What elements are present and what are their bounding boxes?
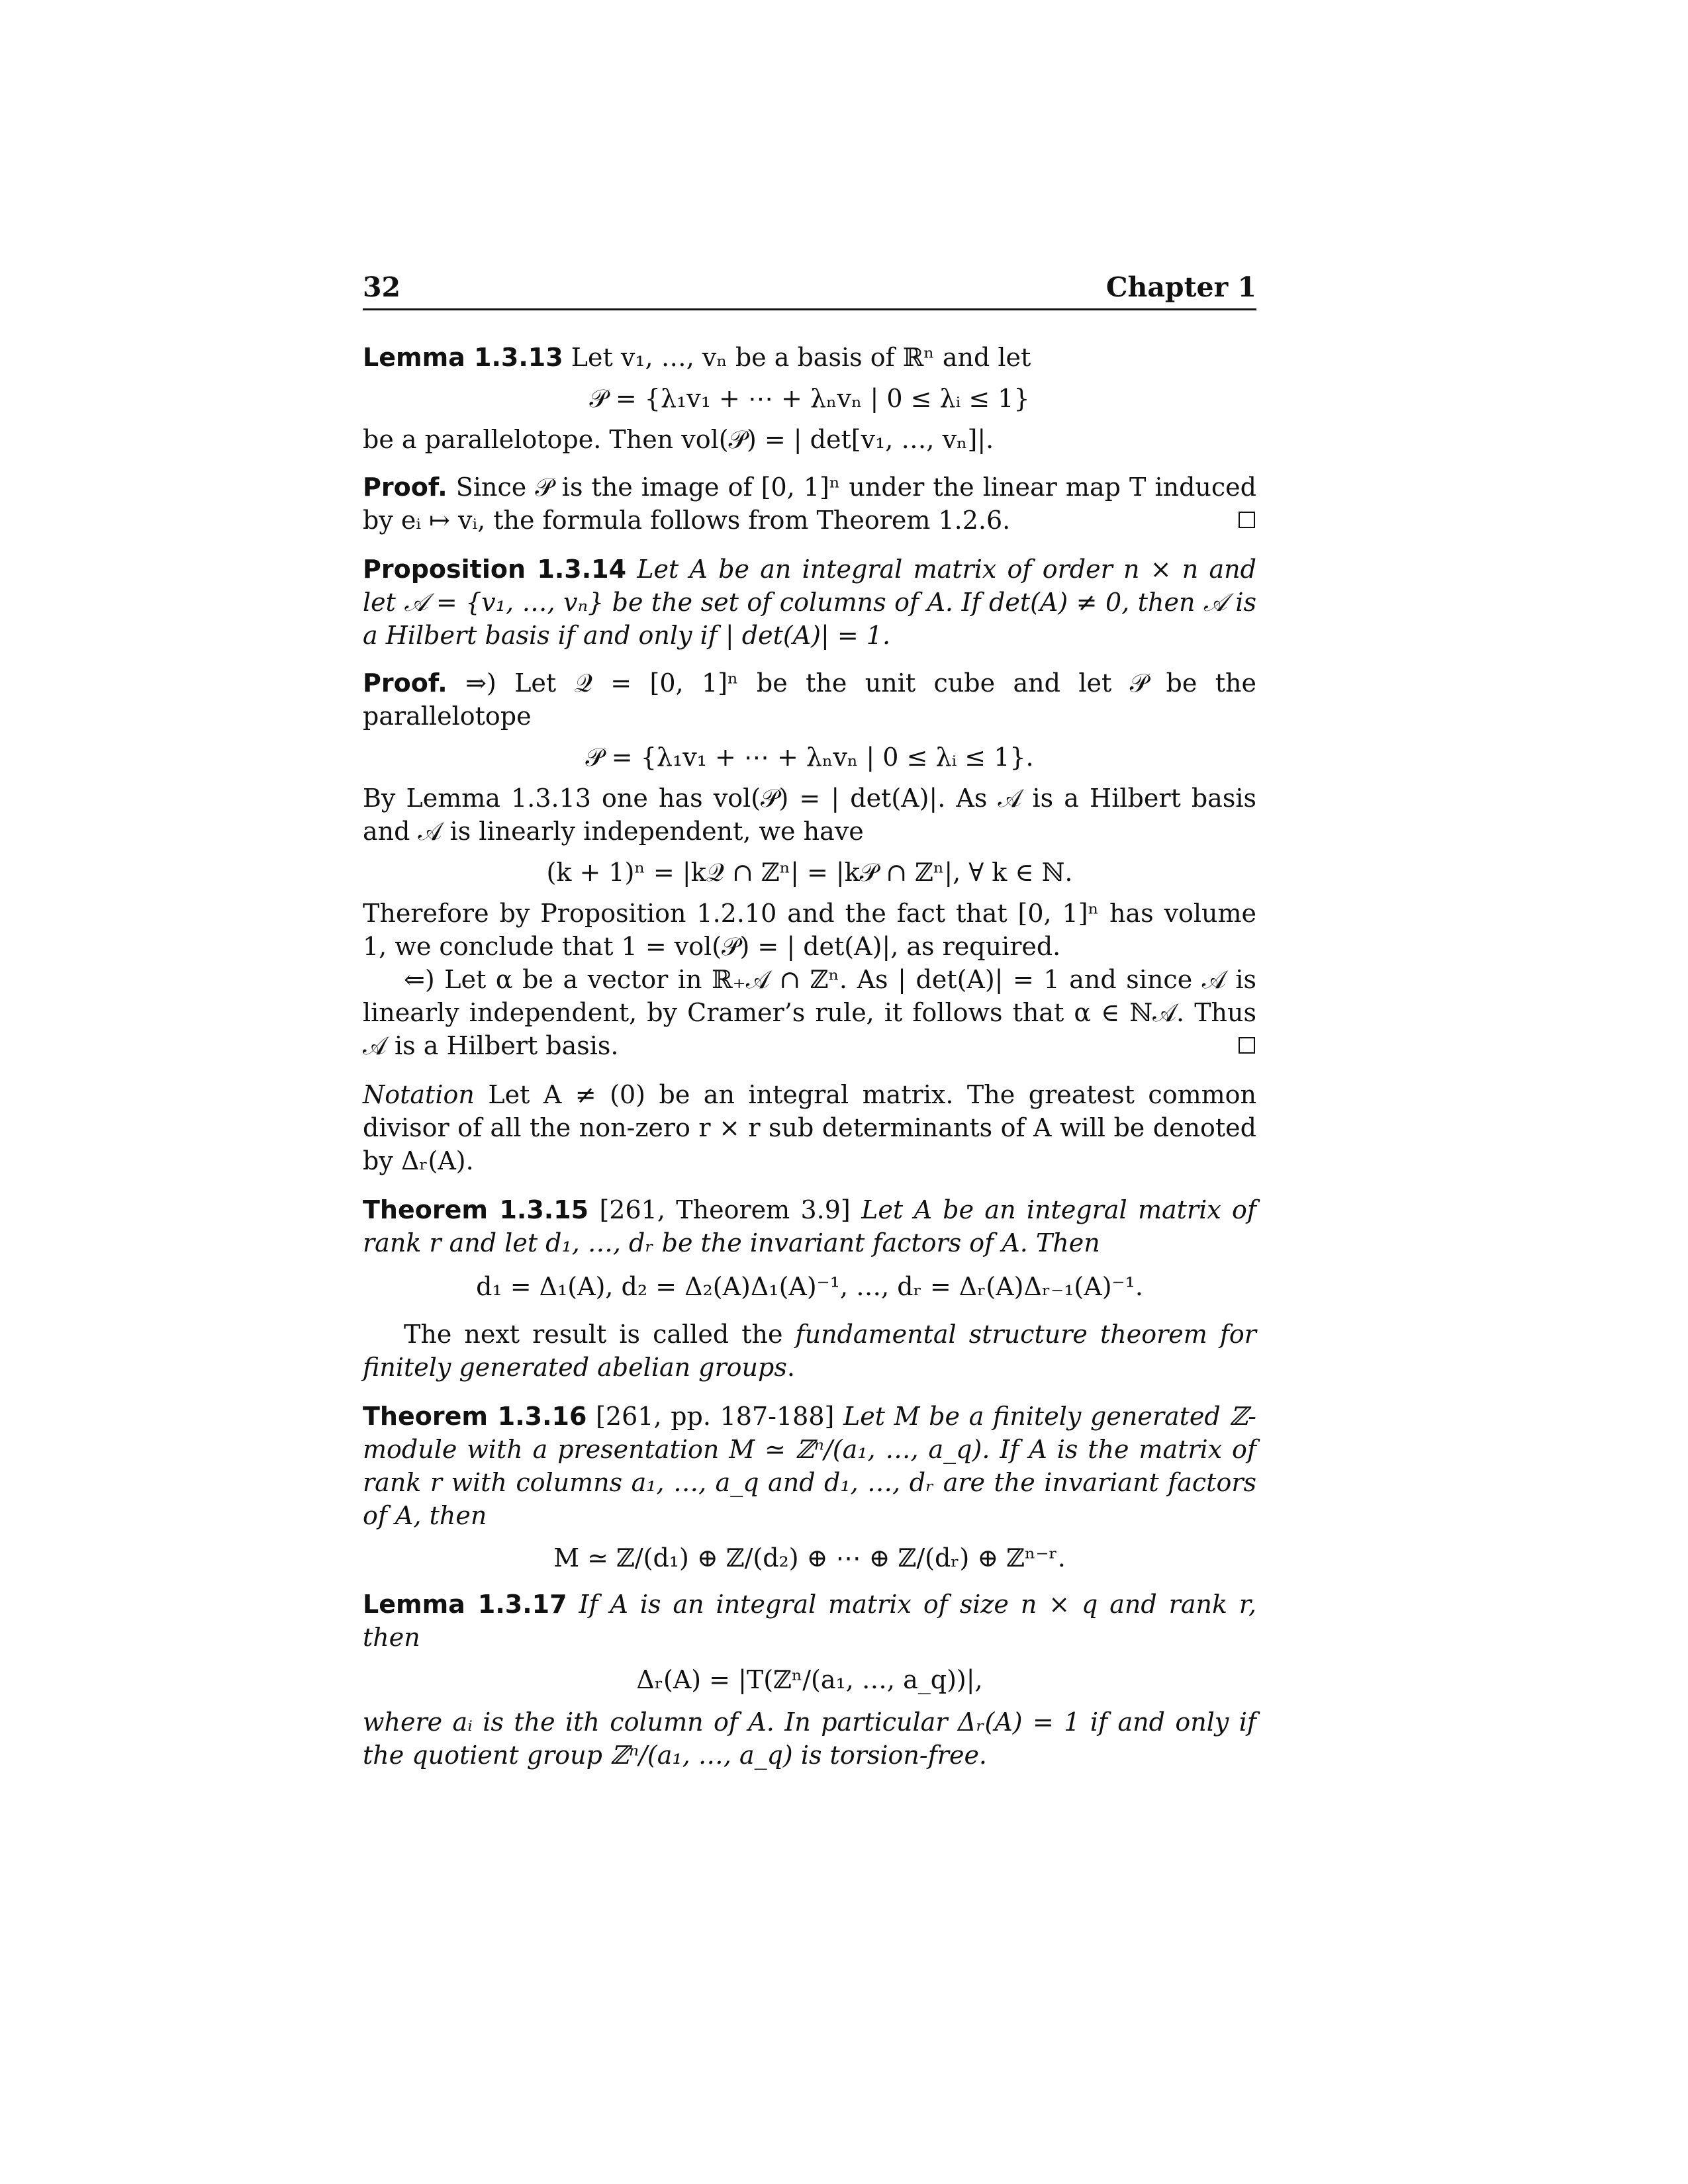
lattice-count-formula: (k + 1)ⁿ = |k𝒬 ∩ ℤⁿ| = |k𝒫 ∩ ℤⁿ|, ∀ k ∈ ℕ. [546,858,1073,887]
invariant-factors-formula: d₁ = Δ₁(A), d₂ = Δ₂(A)Δ₁(A)⁻¹, …, dᵣ = Δᵣ(A)Δᵣ₋₁(A)⁻¹. [476,1272,1143,1301]
lemma-label: Lemma 1.3.17 [363,1590,567,1619]
lemma-statement: Let v₁, …, vₙ be a basis of ℝⁿ and let [571,343,1031,372]
notation-text: Let A ≠ (0) be an integral matrix. The greatest common divisor of all the non-zero r × r sub determinants of A will be denoted by Δᵣ(A). [363,1080,1256,1175]
next-result-paragraph [363,1318,1256,1384]
notation [363,1078,1256,1177]
chapter-title: Chapter 1 [1105,271,1256,303]
page-header [363,271,1256,310]
proof-text-3: Therefore by Proposition 1.2.10 and the fact that [0, 1]ⁿ has volume 1, we conclude that 1 = vol(𝒫) = | det(A)|, as required. [363,899,1256,961]
qed-icon [1239,1037,1255,1054]
page [363,271,1256,1772]
theorem-citation: [261, Theorem 3.9] [599,1195,851,1224]
theorem-statement: Let A be an integral matrix of rank r and let d₁, …, dᵣ be the invariant factors of A. Then [363,1195,1256,1257]
lemma-label: Lemma 1.3.13 [363,343,563,372]
lemma-1-3-13 [363,341,1256,374]
torsion-formula: Δᵣ(A) = |T(ℤⁿ/(a₁, …, a_q))|, [636,1665,983,1694]
proof-text-2: By Lemma 1.3.13 one has vol(𝒫) = | det(A)|. As 𝒜 is a Hilbert basis and 𝒜 is linearly independent, we have [363,784,1256,846]
lemma-statement: If A is an integral matrix of size n × q and rank r, then [363,1590,1256,1652]
proposition-label: Proposition 1.3.14 [363,555,627,584]
page-number: 32 [363,271,401,303]
proposition-1-3-14 [363,553,1256,652]
proof-line: ⇒) Let 𝒬 = [0, 1]ⁿ be the unit cube and let 𝒫 be the parallelotope [363,668,1256,731]
lemma-continuation: where aᵢ is the ith column of A. In particular Δᵣ(A) = 1 if and only if the quotient group ℤⁿ/(a₁, …, a_q) is torsion-free. [363,1707,1256,1770]
structure-theorem-formula: M ≃ ℤ/(d₁) ⊕ ℤ/(d₂) ⊕ ⋯ ⊕ ℤ/(dᵣ) ⊕ ℤⁿ⁻ʳ. [553,1543,1066,1572]
parallelotope-formula-2: 𝒫 = {λ₁v₁ + ⋯ + λₙvₙ | 0 ≤ λᵢ ≤ 1}. [585,743,1034,772]
proof-1 [363,471,1256,537]
proof-text: Since 𝒫 is the image of [0, 1]ⁿ under the linear map T induced by eᵢ ↦ vᵢ, the formula follows from Theorem 1.2.6. [363,473,1256,535]
theorem-label: Theorem 1.3.16 [363,1402,587,1431]
proof-label: Proof. [363,473,447,502]
proposition-statement: Let A be an integral matrix of order n × n and let 𝒜 = {v₁, …, vₙ} be the set of columns of A. If det(A) ≠ 0, then 𝒜 is a Hilbert basis if and only if | det(A)| = 1. [363,555,1256,650]
lemma-continuation: be a parallelotope. Then vol(𝒫) = | det[v₁, …, vₙ]|. [363,425,994,454]
next-result-emphasis: fundamental structure theorem for finitely generated abelian groups [363,1320,1256,1382]
theorem-citation: [261, pp. 187-188] [596,1402,835,1431]
notation-label: Notation [363,1080,475,1109]
proof-converse: ⇐) Let α be a vector in ℝ₊𝒜 ∩ ℤⁿ. As | det(A)| = 1 and since 𝒜 is linearly independent, by Cramer’s rule, it follows that α ∈ ℕ𝒜. Thus 𝒜 is a Hilbert basis. [363,965,1256,1060]
next-result-text: The next result is called the [404,1320,783,1349]
lemma-1-3-17 [363,1588,1256,1654]
theorem-1-3-16 [363,1400,1256,1532]
theorem-label: Theorem 1.3.15 [363,1195,589,1224]
proof-text-4 [363,963,1256,1062]
next-result-end: . [786,1353,795,1382]
theorem-1-3-15 [363,1193,1256,1259]
proof-2 [363,666,1256,733]
qed-icon [1239,512,1255,528]
parallelotope-formula: 𝒫 = {λ₁v₁ + ⋯ + λₙvₙ | 0 ≤ λᵢ ≤ 1} [589,384,1030,413]
proof-label: Proof. [363,668,447,698]
theorem-statement: Let M be a finitely generated ℤ-module with a presentation M ≃ ℤⁿ/(a₁, …, a_q). If A is the matrix of rank r with columns a₁, …, a_q and d₁, …, dᵣ are the invariant factors of A, then [363,1402,1256,1530]
